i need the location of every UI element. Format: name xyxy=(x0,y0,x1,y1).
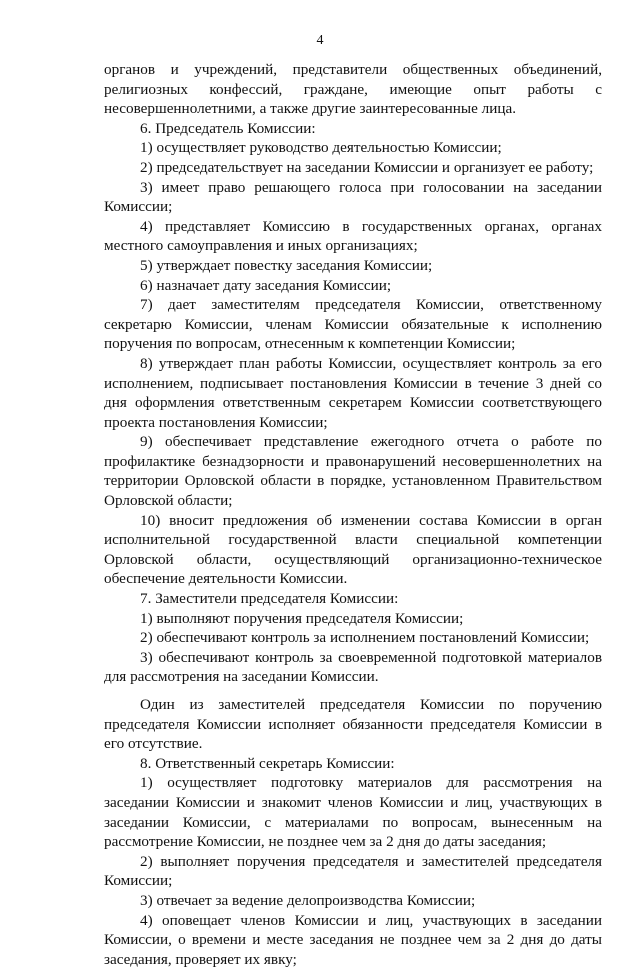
paragraph: 3) обеспечивают контроль за своевременной подготовкой материалов для рассмотрения на заседании Комиссии. xyxy=(104,648,602,686)
paragraph: 5) утверждает повестку заседания Комиссии; xyxy=(140,256,433,274)
paragraph: Один из заместителей председателя Комиссии по поручению председателя Комиссии исполняет обязанности председателя Комиссии в его отсутствие. xyxy=(104,696,602,753)
paragraph: 1) выполняют поручения председателя Комиссии; xyxy=(140,609,464,627)
paragraph: 6. Председатель Комиссии: xyxy=(140,119,316,137)
paragraph: 10) вносит предложения об изменении состава Комиссии в орган исполнительной государственной власти специальной компетенции Орловской области, осуществляющий организационно-техническое обеспечение деятельности Комиссии. xyxy=(104,511,602,588)
paragraph: 8) утверждает план работы Комиссии, осуществляет контроль за его исполнением, подписывает постановления Комиссии в течение 3 дней со дня оформления ответственным секретарем Комиссии соответствующего проекта постановления Комиссии; xyxy=(104,354,602,431)
paragraph: 3) имеет право решающего голоса при голосовании на заседании Комиссии; xyxy=(104,178,602,216)
paragraph: 3) отвечает за ведение делопроизводства Комиссии; xyxy=(140,891,476,909)
paragraph: 2) председательствует на заседании Комиссии и организует ее работу; xyxy=(140,158,594,176)
paragraph: 6) назначает дату заседания Комиссии; xyxy=(140,276,392,294)
document-text xyxy=(104,60,602,969)
paragraph: органов и учреждений, представители общественных объединений, религиозных конфессий, граждане, имеющие опыт работы с несовершеннолетними, а также другие заинтересованные лица. xyxy=(104,61,602,118)
paragraph: 4) оповещает членов Комиссии и лиц, участвующих в заседании Комиссии, о времени и месте заседания не позднее чем за 2 дня до даты заседания, проверяет их явку; xyxy=(104,911,602,968)
paragraph: 8. Ответственный секретарь Комиссии: xyxy=(140,754,395,772)
paragraph: 7. Заместители председателя Комиссии: xyxy=(140,590,399,608)
paragraph: 2) выполняет поручения председателя и заместителей председателя Комиссии; xyxy=(104,852,602,890)
page-number: 4 xyxy=(316,33,324,48)
paragraph: 1) осуществляет подготовку материалов для рассмотрения на заседании Комиссии и знакомит членов Комиссии и лиц, участвующих в заседании Комиссии, с материалами по вопросам, вынесенным на рассмотрение Комиссии, не позднее чем за 2 дня до даты заседания; xyxy=(104,774,602,851)
paragraph: 9) обеспечивает представление ежегодного отчета о работе по профилактике безнадзорности и правонарушений несовершеннолетних на территории Орловской области в порядке, установленном Правительством Орловской области; xyxy=(104,433,602,510)
paragraph: 2) обеспечивают контроль за исполнением постановлений Комиссии; xyxy=(140,629,590,647)
paragraph: 1) осуществляет руководство деятельностью Комиссии; xyxy=(140,139,502,157)
paragraph: 7) дает заместителям председателя Комиссии, ответственному секретарю Комиссии, членам Комиссии обязательные к исполнению поручения по вопросам, отнесенным к компетенции Комиссии; xyxy=(104,296,602,353)
paragraph: 4) представляет Комиссию в государственных органах, органах местного самоуправления и иных организациях; xyxy=(104,217,602,255)
